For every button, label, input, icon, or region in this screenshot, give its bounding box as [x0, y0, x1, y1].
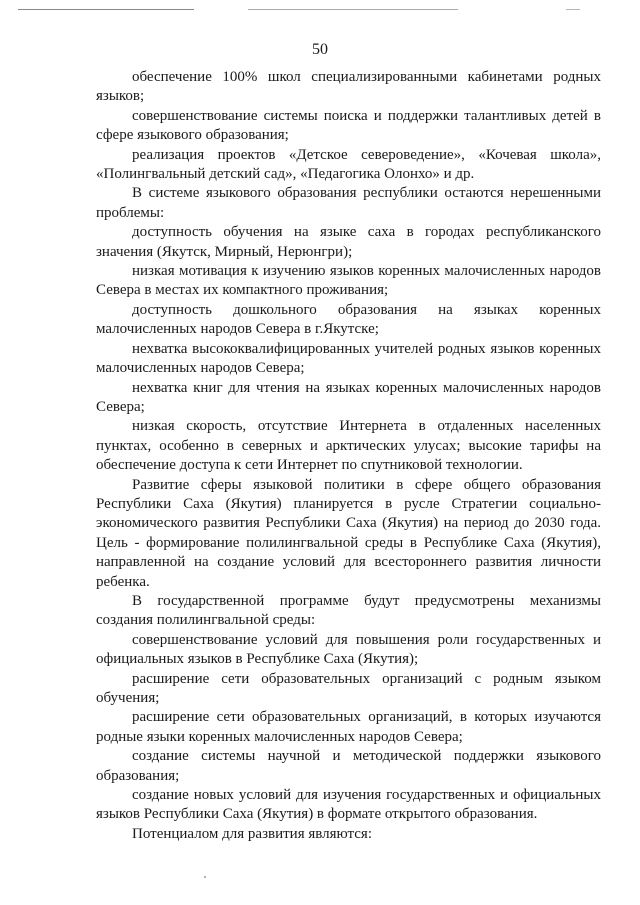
paragraph: совершенствование условий для повышения роли государственных и официальных языков в Республике Саха (Якутия);	[96, 631, 601, 668]
scan-speck	[204, 876, 206, 878]
scan-artifact-line	[566, 9, 580, 10]
paragraph: расширение сети образовательных организаций с родным языком обучения;	[96, 670, 601, 706]
page-number: 50	[312, 41, 328, 58]
scan-artifact-line	[248, 9, 458, 10]
document-body	[96, 68, 601, 844]
paragraph: совершенствование системы поиска и поддержки талантливых детей в сфере языкового образования;	[96, 107, 601, 144]
paragraph: В системе языкового образования республики остаются нерешенными проблемы:	[96, 185, 601, 221]
paragraph: создание новых условий для изучения государственных и официальных языков Республики Саха (Якутия) в формате открытого образования.	[96, 787, 601, 823]
paragraph: нехватка книг для чтения на языках коренных малочисленных народов Севера;	[96, 379, 601, 415]
paragraph: реализация проектов «Детское североведение», «Кочевая школа», «Полингвальный детский сад», «Педагогика Олонхо» и др.	[96, 146, 601, 183]
paragraph: создание системы научной и методической поддержки языкового образования;	[96, 748, 601, 784]
paragraph: доступность обучения на языке саха в городах республиканского значения (Якутск, Мирный, Нерюнгри);	[96, 224, 601, 260]
paragraph: низкая мотивация к изучению языков коренных малочисленных народов Севера в местах их компактного проживания;	[96, 263, 601, 299]
paragraph: Потенциалом для развития являются:	[132, 825, 372, 842]
paragraph: доступность дошкольного образования на языках коренных малочисленных народов Севера в г.Якутске;	[96, 301, 601, 338]
paragraph: обеспечение 100% школ специализированными кабинетами родных языков;	[96, 69, 601, 105]
paragraph: Развитие сферы языковой политики в сфере общего образования Республики Саха (Якутия) планируется в русле Стратегии социально-экономического развития Республики Саха (Якутия) на период до 2030 года. Цель - формирование полилингвальной среды в Республике Саха (Якутия), направленной на создание условий для всестороннего развития личности ребенка.	[96, 476, 601, 590]
paragraph: В государственной программе будут предусмотрены механизмы создания полилингвальной среды:	[96, 592, 601, 629]
scan-artifact-line	[18, 9, 194, 10]
paragraph: расширение сети образовательных организаций, в которых изучаются родные языки коренных малочисленных народов Севера;	[96, 709, 601, 745]
paragraph: низкая скорость, отсутствие Интернета в отдаленных населенных пунктах, особенно в северных и арктических улусах; высокие тарифы на обеспечение доступа к сети Интернет по спутниковой технологии.	[96, 418, 601, 474]
paragraph: нехватка высококвалифицированных учителей родных языков коренных малочисленных народов Севера;	[96, 340, 601, 377]
